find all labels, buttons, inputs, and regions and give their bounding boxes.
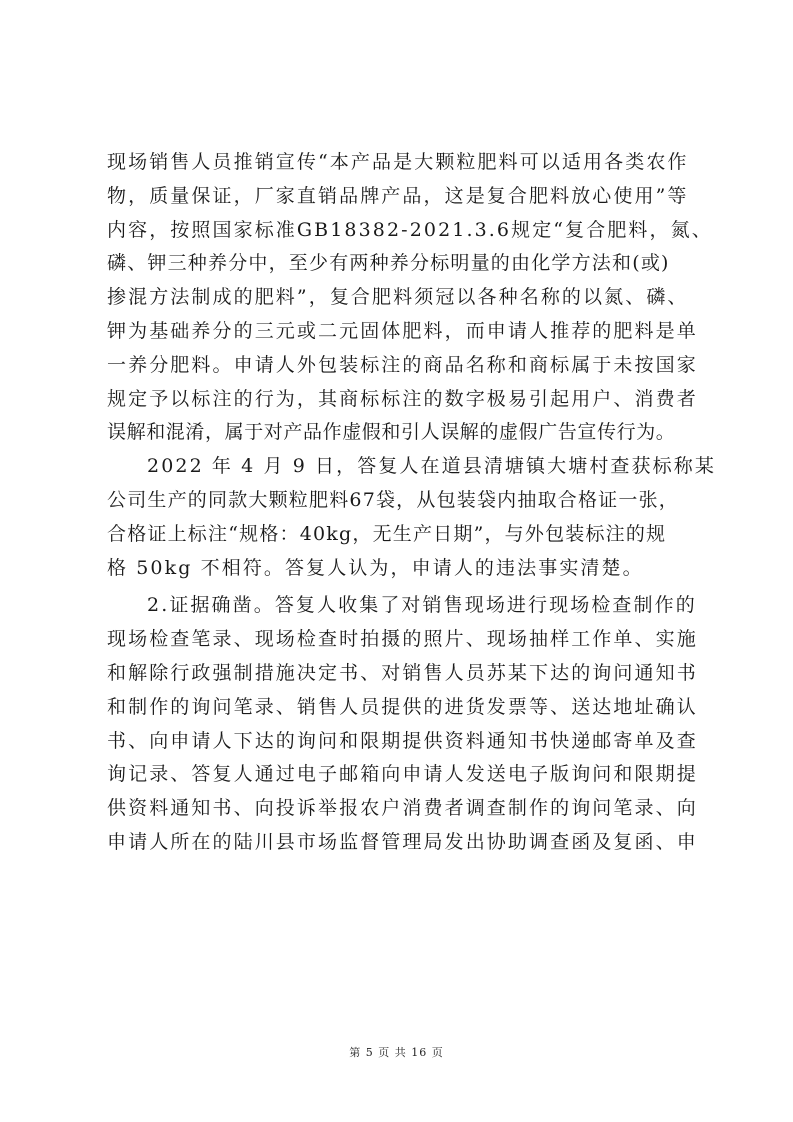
paragraph-line: 合格证上标注“规格：40kg，无生产日期”，与外包装标注的规 [107,522,667,545]
paragraph-line: 公司生产的同款大颗粒肥料67袋，从包装袋内抽取合格证一张， [107,488,679,511]
paragraph-line: 误解和混淆，属于对产品作虚假和引人误解的虚假广告宣传行为。 [107,421,676,444]
paragraph-line: 现场检查笔录、现场检查时拍摄的照片、现场抽样工作单、实施 [107,628,698,651]
paragraph-line: 格 50kg 不相符。答复人认为，申请人的违法事实清楚。 [107,556,644,579]
paragraph-line: 和解除行政强制措施决定书、对销售人员苏某下达的询问通知书 [107,661,698,684]
paragraph-line: 掺混方法制成的肥料”，复合肥料须冠以各种名称的以氮、磷、 [107,286,689,309]
paragraph-line: 磷、钾三种养分中，至少有两种养分标明量的由化学方法和(或) [107,252,670,275]
paragraph-line: 书、向申请人下达的询问和限期提供资料通知书快递邮寄单及查 [107,729,698,752]
paragraph-line: 询记录、答复人通过电子邮箱向申请人发送电子版询问和限期提 [107,763,698,786]
paragraph-line: 2022 年 4 月 9 日，答复人在道县清塘镇大塘村查获标称某 [147,455,716,478]
paragraph-line: 一养分肥料。申请人外包装标注的商品名称和商标属于未按国家 [107,353,698,376]
paragraph-line: 钾为基础养分的三元或二元固体肥料，而申请人推荐的肥料是单 [107,319,698,342]
page-number-footer: 第 5 页 共 16 页 [349,1046,444,1059]
paragraph-line: 内容，按照国家标准GB18382-2021.3.6规定“复合肥料，氮、 [107,218,713,241]
paragraph-line: 申请人所在的陆川县市场监督管理局发出协助调查函及复函、申 [107,830,698,853]
paragraph-line: 供资料通知书、向投诉举报农户消费者调查制作的询问笔录、向 [107,797,698,820]
paragraph-line: 现场销售人员推销宣传“本产品是大颗粒肥料可以适用各类农作 [107,151,689,173]
paragraph-line: 2.证据确凿。答复人收集了对销售现场进行现场检查制作的 [147,594,697,617]
paragraph-line: 物，质量保证，厂家直销品牌产品，这是复合肥料放心使用”等 [107,184,689,207]
body-text [107,146,716,860]
paragraph-line: 规定予以标注的行为，其商标标注的数字极易引起用户、消费者 [107,387,698,410]
paragraph-line: 和制作的询问笔录、销售人员提供的进货发票等、送达地址确认 [107,695,698,718]
